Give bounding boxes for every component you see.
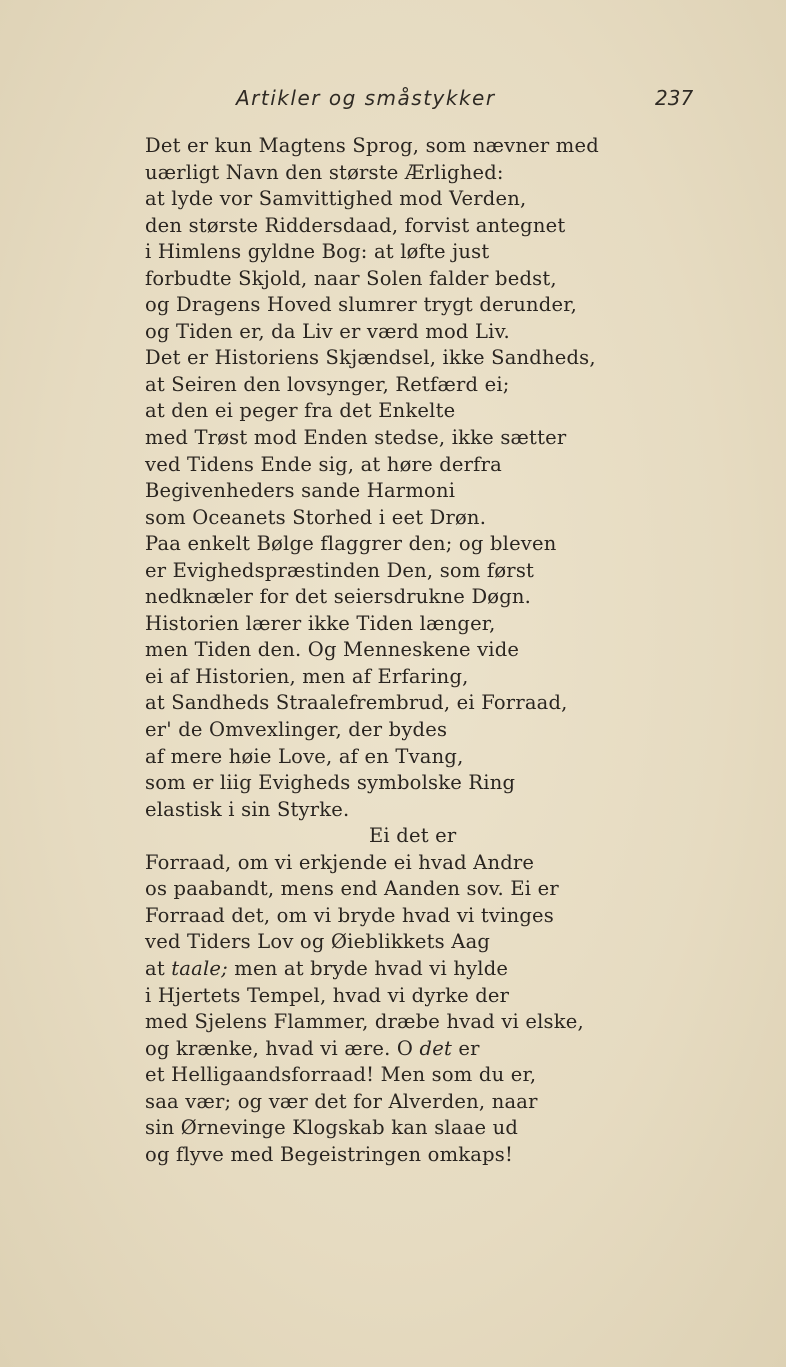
page-number: 237 <box>655 86 694 110</box>
poem-line: i Hjertets Tempel, hvad vi dyrke der <box>145 983 510 1007</box>
poem-line: forbudte Skjold, naar Solen falder bedst, <box>145 266 557 290</box>
poem-line: Forraad, om vi erkjende ei hvad Andre <box>145 850 535 874</box>
poem-line: og flyve med Begeistringen omkaps! <box>145 1142 514 1166</box>
poem-line: ei af Historien, men af Erfaring, <box>145 664 469 688</box>
poem-line: Paa enkelt Bølge flaggrer den; og bleven <box>145 532 557 556</box>
poem-line: Ei det er <box>369 824 457 848</box>
poem-line: elastisk i sin Styrke. <box>145 797 350 821</box>
poem-line: saa vær; og vær det for Alverden, naar <box>145 1089 538 1113</box>
poem-text <box>145 133 625 1168</box>
poem-line: Begivenheders sande Harmoni <box>145 479 456 503</box>
poem-line: men Tiden den. Og Menneskene vide <box>145 638 520 662</box>
poem-line: at lyde vor Samvittighed mod Verden, <box>145 187 527 211</box>
poem-line: Det er kun Magtens Sprog, som nævner med <box>145 134 599 157</box>
poem-line: med Trøst mod Enden stedse, ikke sætter <box>145 426 567 450</box>
poem-line: nedknæler for det seiersdrukne Døgn. <box>145 585 532 609</box>
poem-line-italic: det <box>419 1036 452 1060</box>
poem-line: af mere høie Love, af en Tvang, <box>145 744 464 768</box>
poem-line: uærligt Navn den største Ærlighed: <box>145 160 504 184</box>
poem-line: er' de Omvexlinger, der bydes <box>145 718 448 742</box>
page-header <box>0 86 786 114</box>
poem-line: ved Tidens Ende sig, at høre derfra <box>145 452 502 476</box>
poem-line: og Tiden er, da Liv er værd mod Liv. <box>145 319 510 343</box>
poem-line: at den ei peger fra det Enkelte <box>145 399 456 423</box>
poem-line: i Himlens gyldne Bog: at løfte just <box>145 240 490 264</box>
poem-line: den største Riddersdaad, forvist antegnet <box>145 213 566 237</box>
poem-line: sin Ørnevinge Klogskab kan slaae ud <box>145 1116 519 1140</box>
poem-line: ved Tiders Lov og Øieblikkets Aag <box>145 930 491 954</box>
poem-line-text: men at bryde hvad vi hylde <box>227 956 509 980</box>
poem-line <box>145 956 625 983</box>
poem-line-italic: taale; <box>171 956 228 980</box>
poem-line-text: at <box>145 956 172 980</box>
poem-line: er Evighedspræstinden Den, som først <box>145 558 535 582</box>
poem-line: Forraad det, om vi bryde hvad vi tvinges <box>145 903 554 927</box>
poem-line: og Dragens Hoved slumrer trygt derunder, <box>145 293 578 317</box>
poem-line-text: er <box>451 1036 480 1060</box>
poem-line-text: og krænke, hvad vi ære. O <box>145 1036 420 1060</box>
poem-line: som er liig Evigheds symbolske Ring <box>145 771 516 795</box>
poem-line: at Seiren den lovsynger, Retfærd ei; <box>145 372 510 396</box>
poem-line: Det er Historiens Skjændsel, ikke Sandheds, <box>145 346 596 370</box>
poem-line: et Helligaandsforraad! Men som du er, <box>145 1063 537 1087</box>
poem-line: med Sjelens Flammer, dræbe hvad vi elske, <box>145 1010 584 1034</box>
poem-line: at Sandheds Straalefrembrud, ei Forraad, <box>145 691 568 715</box>
poem-line: Historien lærer ikke Tiden længer, <box>145 611 496 635</box>
poem-line <box>145 1036 625 1063</box>
running-title: Artikler og småstykker <box>236 86 496 110</box>
poem-line: som Oceanets Storhed i eet Drøn. <box>145 505 487 529</box>
poem-line: os paabandt, mens end Aanden sov. Ei er <box>145 877 559 901</box>
